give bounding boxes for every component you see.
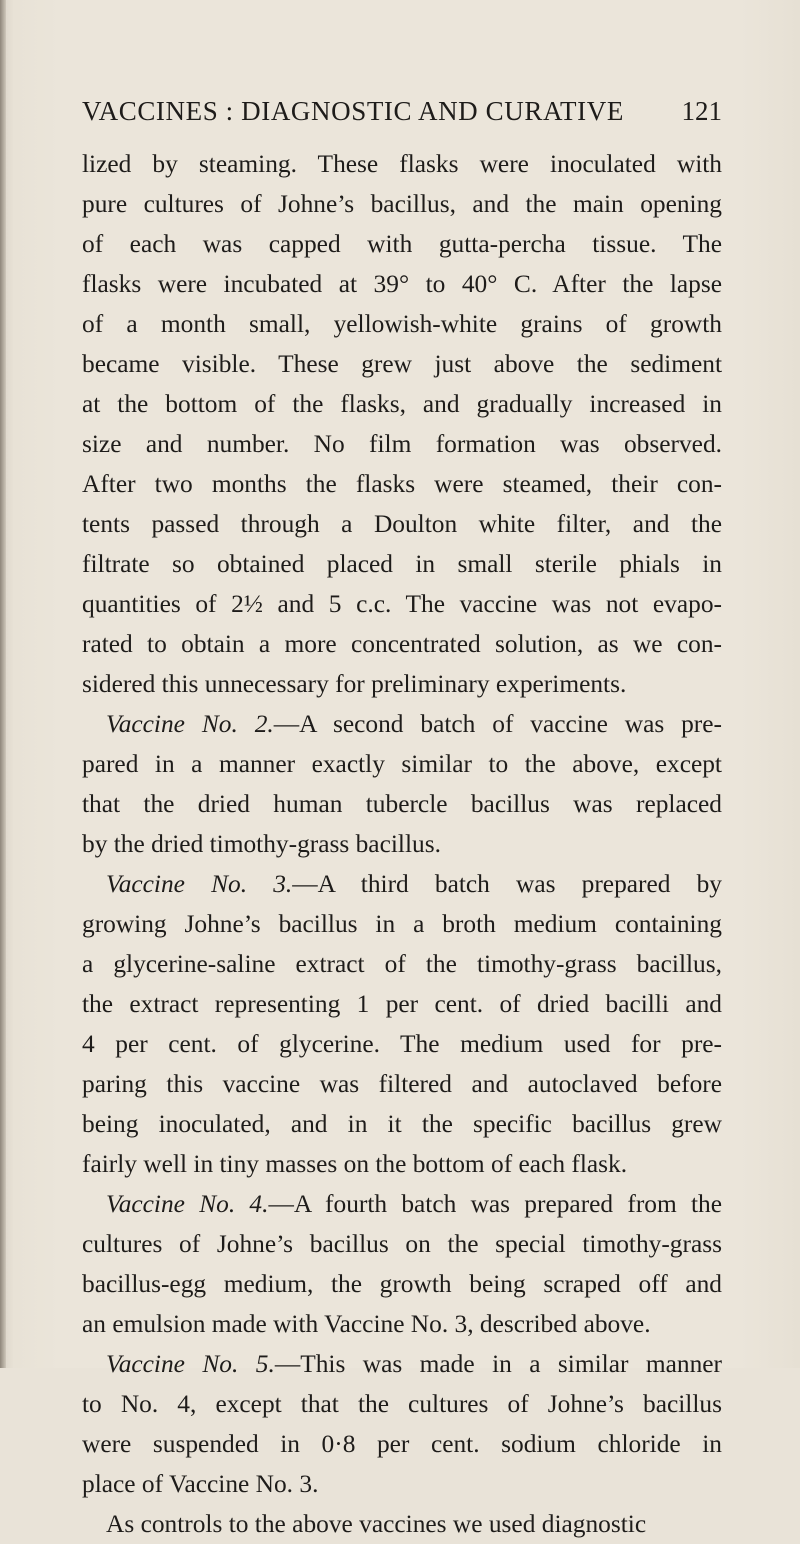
text-line [82,1464,722,1504]
line-text: sidered this unnecessary for preliminary experiments. [82,670,627,698]
vaccine-heading: Vaccine No. 3. [106,870,293,898]
line-text: pared in a manner exactly similar to the above, except [82,750,722,778]
text-line [82,1384,722,1424]
text-line [82,1424,722,1464]
text-line [82,1104,722,1144]
text-line [82,824,722,864]
line-text: place of Vaccine No. 3. [82,1470,319,1498]
line-text: of a month small, yellowish-white grains of growth [82,310,722,338]
line-text: of each was capped with gutta-percha tissue. The [82,230,722,258]
vaccine-heading: Vaccine No. 4. [106,1190,269,1218]
text-line [82,184,722,224]
line-text: After two months the flasks were steamed, their con- [82,470,722,498]
text-line [82,624,722,664]
text-line [82,944,722,984]
page-gutter-edge [0,0,6,1368]
line-text: fairly well in tiny masses on the bottom of each flask. [82,1150,628,1178]
line-text: paring this vaccine was filtered and autoclaved before [82,1070,722,1098]
text-line [82,264,722,304]
text-line [82,224,722,264]
line-text: 4 per cent. of glycerine. The medium used for pre- [82,1030,722,1058]
vaccine-heading: Vaccine No. 2. [106,710,274,738]
text-line [82,1304,722,1344]
line-text: by the dried timothy-grass bacillus. [82,830,441,858]
text-line [82,1064,722,1104]
line-text: As controls to the above vaccines we used diagnostic [106,1510,647,1538]
paragraph-first-line [82,1184,722,1224]
page-number: 121 [681,96,722,126]
line-text: filtrate so obtained placed in small sterile phials in [82,550,722,578]
text-line [82,1264,722,1304]
text-line [82,1224,722,1264]
line-text: an emulsion made with Vaccine No. 3, described above. [82,1310,651,1338]
line-text: at the bottom of the flasks, and gradually increased in [82,390,722,418]
text-line [82,304,722,344]
text-line [82,504,722,544]
paragraph-first-line [82,864,722,904]
line-text: —A second batch of vaccine was pre- [273,710,722,738]
line-text: a glycerine-saline extract of the timothy-grass bacillus, [82,950,722,978]
text-line [82,544,722,584]
text-line [82,464,722,504]
line-text: size and number. No film formation was observed. [82,430,722,458]
line-text: pure cultures of Johne’s bacillus, and the main opening [82,190,722,218]
text-line [82,744,722,784]
paragraph-first-line [82,1344,722,1384]
line-text: tents passed through a Doulton white filter, and the [82,510,722,538]
text-line [82,344,722,384]
vaccine-heading: Vaccine No. 5. [106,1350,275,1378]
paragraph-first-line [82,1504,722,1544]
text-line [82,1144,722,1184]
running-header [82,96,722,136]
text-line [82,904,722,944]
line-text: cultures of Johne’s bacillus on the special timothy-grass [82,1230,722,1258]
text-line [82,584,722,624]
line-text: being inoculated, and in it the specific bacillus grew [82,1110,722,1138]
line-text: to No. 4, except that the cultures of Johne’s bacillus [82,1390,722,1418]
line-text: flasks were incubated at 39° to 40° C. After the lapse [82,270,722,298]
text-line [82,424,722,464]
text-line [82,144,722,184]
text-line [82,784,722,824]
running-title: VACCINES : DIAGNOSTIC AND CURATIVE [82,96,624,126]
text-line [82,1024,722,1064]
body-text [82,144,722,1544]
line-text: —This was made in a similar manner [274,1350,722,1378]
line-text: bacillus-egg medium, the growth being scraped off and [82,1270,722,1298]
line-text: —A fourth batch was prepared from the [268,1190,722,1218]
text-line [82,984,722,1024]
line-text: growing Johne’s bacillus in a broth medium containing [82,910,722,938]
line-text: were suspended in 0·8 per cent. sodium chloride in [82,1430,722,1458]
text-line [82,664,722,704]
line-text: rated to obtain a more concentrated solution, as we con- [82,630,722,658]
line-text: became visible. These grew just above the sediment [82,350,722,378]
line-text: that the dried human tubercle bacillus was replaced [82,790,722,818]
line-text: —A third batch was prepared by [292,870,722,898]
line-text: lized by steaming. These flasks were inoculated with [82,150,722,178]
line-text: the extract representing 1 per cent. of dried bacilli and [82,990,722,1018]
line-text: quantities of 2½ and 5 c.c. The vaccine was not evapo- [82,590,722,618]
paragraph-first-line [82,704,722,744]
text-line [82,384,722,424]
